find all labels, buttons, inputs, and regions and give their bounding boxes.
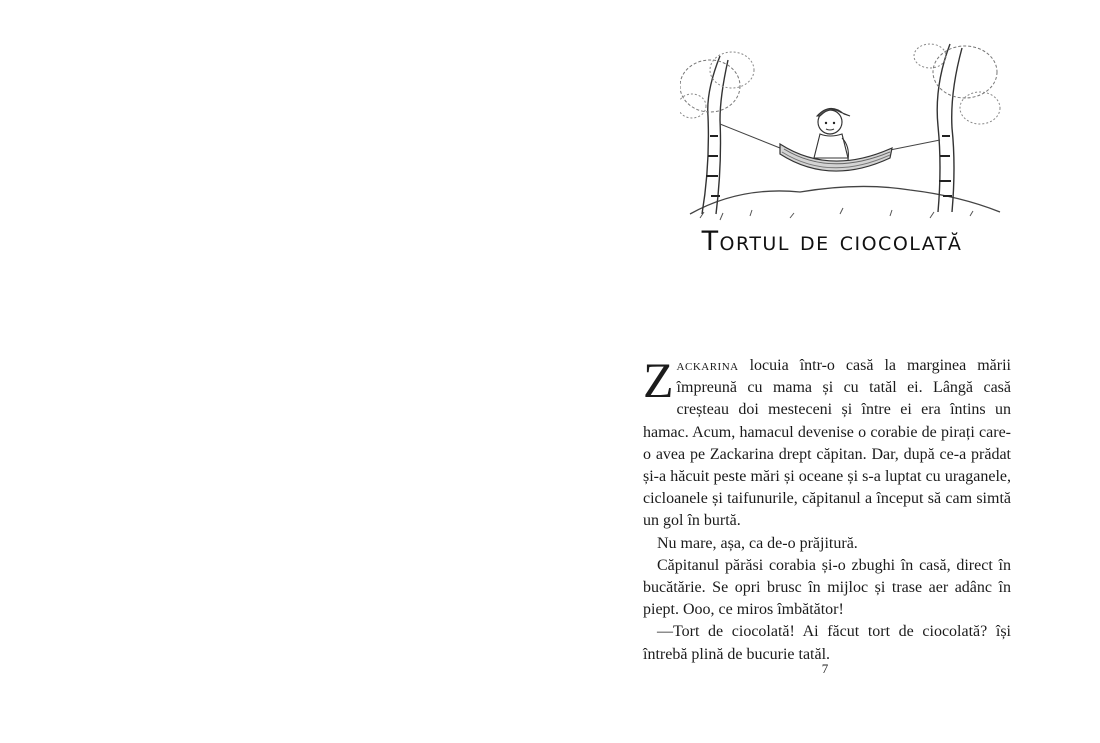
chapter-title: Tortul de ciocolată bbox=[701, 226, 963, 257]
paragraph-1 bbox=[643, 352, 1011, 533]
paragraph-4-dialogue: —Tort de ciocolată! Ai făcut tort de ciocolată? își întrebă plină de bucurie tatăl. bbox=[643, 623, 1011, 663]
page-number: 7 bbox=[821, 661, 829, 676]
paragraph-1-text: locuia într-o casă la marginea mării împreună cu mama și cu tatăl ei. Lângă casă creșteau doi mesteceni și între ei era întins un hamac. Acum, hamacul devenise o corabie de pirați care-o avea pe Zackarina drept căpitan. Dar, după ce-a prădat și-a hăcuit peste mări și oceane și s-a luptat cu uraganele, cicloanele și taifunurile, căpitanul a început să cam simtă un gol în burtă. bbox=[643, 357, 1011, 530]
hammock-illustration bbox=[680, 36, 1010, 226]
hammock-rope-right bbox=[890, 140, 940, 150]
chapter-body-text bbox=[643, 352, 1011, 666]
hammock-rope-left bbox=[720, 124, 780, 148]
right-birch-tree bbox=[914, 44, 1000, 212]
paragraph-2: Nu mare, așa, ca de-o prăjitură. bbox=[657, 534, 858, 552]
child-figure bbox=[814, 108, 850, 160]
right-page bbox=[550, 0, 1100, 743]
drop-cap: Z bbox=[643, 352, 674, 408]
paragraph-3: Căpitanul părăsi corabia și-o zbughi în casă, direct în bucătărie. Se opri brusc în mijloc și trase aer adânc în piept. Ooo, ce miros îmbătător! bbox=[643, 556, 1011, 619]
first-word-small-caps: ackarina bbox=[676, 357, 739, 374]
